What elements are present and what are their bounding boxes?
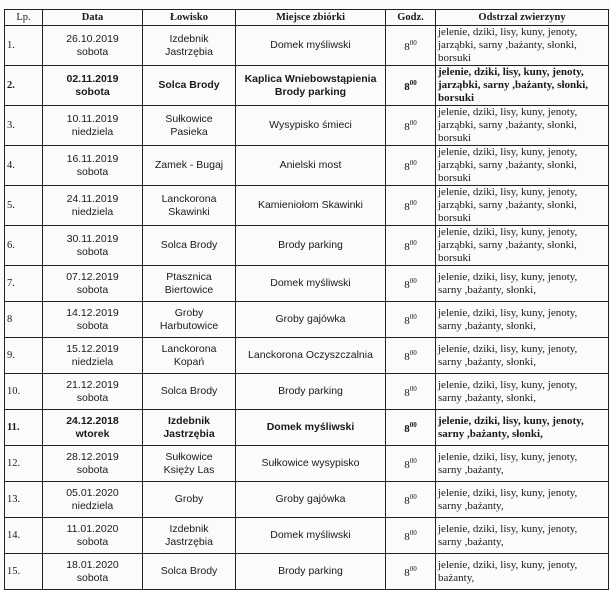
row-date-cell: [43, 518, 143, 554]
row-game-line2: sarny ,bażanty, słonki,: [438, 355, 536, 368]
row-meeting-cell: [236, 554, 386, 590]
row-game-cell: [436, 338, 609, 374]
row-time-hour: 8: [404, 351, 410, 363]
row-area-line2: Pasieka: [170, 125, 208, 138]
row-meeting-cell: [236, 66, 386, 106]
row-date-cell: [43, 186, 143, 226]
row-time-minutes: 00: [409, 199, 417, 207]
row-game-line3: borsuki: [438, 172, 471, 184]
row-game-line1: jelenie, dziki, lisy, kuny, jenoty,: [438, 414, 584, 427]
row-game-line1: jelenie, dziki, lisy, kuny, jenoty,: [438, 558, 578, 571]
row-area-line2: Księży Las: [163, 463, 215, 476]
row-date-cell: [43, 266, 143, 302]
row-time-hour: 8: [404, 161, 410, 173]
row-meeting-cell: [236, 374, 386, 410]
row-time: [386, 26, 436, 66]
row-game-cell: [436, 482, 609, 518]
row-number: 4.: [5, 146, 43, 186]
row-area-cell: [143, 374, 236, 410]
row-game-line2: sarny ,bażanty, słonki,: [438, 283, 536, 296]
row-game-line2: jarząbki, sarny ,bażanty, słonki,: [438, 239, 577, 251]
row-area-cell: [143, 26, 236, 66]
row-time-hour: 8: [404, 81, 410, 93]
row-time-minutes: 00: [409, 349, 417, 357]
header-game: Odstrzał zwierzyny: [436, 10, 609, 26]
row-meeting-line1: Anielski most: [279, 159, 342, 171]
row-meeting-line1: Domek myśliwski: [266, 421, 355, 433]
row-meeting-line1: Lanckorona Oczyszczalnia: [248, 349, 373, 361]
row-meeting-cell: [236, 146, 386, 186]
row-time-hour: 8: [404, 495, 410, 507]
row-number: 14.: [5, 518, 43, 554]
row-date-cell: [43, 146, 143, 186]
row-date: 26.10.2019: [66, 32, 119, 45]
row-date: 07.12.2019: [66, 270, 119, 283]
row-time: [386, 106, 436, 146]
row-date: 24.12.2018: [66, 414, 119, 427]
row-game-cell: [436, 554, 609, 590]
row-time-minutes: 00: [409, 565, 417, 573]
row-game-line1: jelenie, dziki, lisy, kuny, jenoty,: [438, 26, 578, 38]
row-weekday: wtorek: [75, 427, 110, 440]
row-meeting-line1: Brody parking: [278, 385, 343, 397]
row-date-cell: [43, 302, 143, 338]
row-area-cell: [143, 482, 236, 518]
row-weekday: sobota: [76, 165, 109, 178]
row-weekday: sobota: [76, 391, 109, 404]
row-meeting-cell: [236, 106, 386, 146]
row-time: [386, 410, 436, 446]
table-row: [5, 226, 609, 266]
row-area-line1: Groby: [174, 306, 204, 319]
row-date-cell: [43, 482, 143, 518]
row-time-minutes: 00: [409, 159, 417, 167]
row-game-cell: [436, 518, 609, 554]
row-date: 10.11.2019: [66, 112, 119, 125]
row-time-hour: 8: [404, 41, 410, 53]
row-time: [386, 446, 436, 482]
row-date-cell: [43, 226, 143, 266]
row-meeting-cell: [236, 338, 386, 374]
row-game-line1: jelenie, dziki, lisy, kuny, jenoty,: [438, 306, 578, 319]
row-game-cell: [436, 66, 609, 106]
row-game-line1: jelenie, dziki, lisy, kuny, jenoty,: [438, 226, 578, 238]
row-weekday: sobota: [76, 571, 109, 584]
row-time: [386, 186, 436, 226]
header-date: Data: [43, 10, 143, 26]
row-number: 2.: [5, 66, 43, 106]
row-number: 12.: [5, 446, 43, 482]
row-time-minutes: 00: [409, 119, 417, 127]
row-time: [386, 226, 436, 266]
row-time-hour: 8: [404, 387, 410, 399]
row-game-line2: sarny ,bażanty, słonki,: [438, 391, 536, 404]
row-game-line1: jelenie, dziki, lisy, kuny, jenoty,: [438, 342, 578, 355]
row-area-line1: Solca Brody: [158, 79, 220, 91]
row-number: 11.: [5, 410, 43, 446]
row-date: 18.01.2020: [66, 558, 119, 571]
row-date-cell: [43, 410, 143, 446]
row-area-line2: Jastrzębia: [165, 45, 213, 58]
row-time-minutes: 00: [409, 457, 417, 465]
row-area-cell: [143, 226, 236, 266]
row-meeting-line1: Domek myśliwski: [270, 39, 351, 51]
row-area-cell: [143, 186, 236, 226]
row-game-cell: [436, 106, 609, 146]
row-game-line1: jelenie, dziki, lisy, kuny, jenoty,: [438, 270, 578, 283]
row-time-hour: 8: [404, 315, 410, 327]
row-number: 5.: [5, 186, 43, 226]
row-game-line2: jarząbki, sarny ,bażanty, słonki,: [438, 39, 577, 51]
row-date: 14.12.2019: [66, 306, 119, 319]
table-row: [5, 374, 609, 410]
row-time-hour: 8: [404, 531, 410, 543]
row-weekday: sobota: [76, 319, 109, 332]
row-time-minutes: 00: [409, 239, 417, 247]
table-row: [5, 26, 609, 66]
row-number: 8: [5, 302, 43, 338]
table-row: [5, 186, 609, 226]
row-area-line1: Sułkowice: [165, 450, 213, 463]
row-meeting-line1: Brody parking: [278, 565, 343, 577]
row-area-line1: Solca Brody: [160, 239, 218, 251]
row-meeting-line1: Groby gajówka: [275, 313, 346, 325]
row-area-cell: [143, 146, 236, 186]
row-date: 24.11.2019: [66, 192, 119, 205]
row-area-cell: [143, 338, 236, 374]
row-meeting-line1: Domek myśliwski: [270, 529, 351, 541]
table-row: [5, 338, 609, 374]
row-weekday: niedziela: [71, 205, 114, 218]
row-area-cell: [143, 518, 236, 554]
row-game-line1: jelenie, dziki, lisy, kuny, jenoty,: [438, 522, 578, 535]
row-time-hour: 8: [404, 241, 410, 253]
table-row: [5, 518, 609, 554]
row-number: 7.: [5, 266, 43, 302]
table-row: [5, 554, 609, 590]
row-area-line2: Jastrzębia: [163, 427, 215, 440]
row-area-cell: [143, 106, 236, 146]
row-area-line2: Biertowice: [164, 283, 214, 296]
table-row: [5, 446, 609, 482]
row-game-cell: [436, 186, 609, 226]
row-area-cell: [143, 554, 236, 590]
row-date-cell: [43, 66, 143, 106]
row-game-cell: [436, 146, 609, 186]
table-row: [5, 106, 609, 146]
row-weekday: sobota: [76, 45, 109, 58]
row-date: 05.01.2020: [66, 486, 119, 499]
header-area: Łowisko: [143, 10, 236, 26]
row-meeting-cell: [236, 26, 386, 66]
row-game-cell: [436, 26, 609, 66]
row-game-cell: [436, 266, 609, 302]
row-date: 02.11.2019: [66, 72, 119, 85]
row-area-line2: Jastrzębia: [165, 535, 213, 548]
row-time-minutes: 00: [409, 79, 417, 87]
row-time-minutes: 00: [409, 313, 417, 321]
row-game-cell: [436, 226, 609, 266]
row-date: 15.12.2019: [66, 342, 119, 355]
row-game-line2: bażanty,: [438, 571, 475, 584]
header-lp: Lp.: [5, 10, 43, 26]
row-area-line1: Solca Brody: [160, 565, 218, 577]
row-number: 15.: [5, 554, 43, 590]
row-time-hour: 8: [404, 459, 410, 471]
row-meeting-cell: [236, 410, 386, 446]
row-game-line1: jelenie, dziki, lisy, kuny, jenoty,: [438, 66, 584, 78]
row-time: [386, 518, 436, 554]
hunt-schedule-table: [4, 9, 609, 590]
row-game-line2: sarny ,bażanty,: [438, 499, 504, 512]
row-meeting-cell: [236, 302, 386, 338]
row-game-line2: sarny ,bażanty,: [438, 535, 504, 548]
row-meeting-cell: [236, 482, 386, 518]
row-area-cell: [143, 446, 236, 482]
row-game-line2: sarny ,bażanty, słonki,: [438, 319, 536, 332]
row-time: [386, 482, 436, 518]
table-row: [5, 266, 609, 302]
row-time: [386, 266, 436, 302]
row-area-line1: Izdebnik: [169, 522, 209, 535]
row-game-line2: sarny ,bażanty,: [438, 463, 504, 476]
row-game-line3: borsuki: [438, 212, 471, 224]
row-weekday: sobota: [76, 283, 109, 296]
header-time: Godz.: [386, 10, 436, 26]
row-time-minutes: 00: [409, 421, 417, 429]
row-time-minutes: 00: [409, 277, 417, 285]
row-time-hour: 8: [404, 567, 410, 579]
row-number: 1.: [5, 26, 43, 66]
row-game-line1: jelenie, dziki, lisy, kuny, jenoty,: [438, 186, 578, 198]
row-area-line1: Solca Brody: [160, 385, 218, 397]
row-meeting-line2: Brody parking: [274, 85, 347, 98]
row-date: 16.11.2019: [66, 152, 119, 165]
row-meeting-cell: [236, 226, 386, 266]
row-game-line2: jarząbki, sarny ,bażanty, słonki,: [438, 199, 577, 211]
row-meeting-cell: [236, 186, 386, 226]
row-time-hour: 8: [404, 279, 410, 291]
row-date-cell: [43, 26, 143, 66]
row-area-line2: Kopań: [173, 355, 205, 368]
row-game-line3: borsuki: [438, 92, 475, 104]
row-game-line1: jelenie, dziki, lisy, kuny, jenoty,: [438, 378, 578, 391]
row-date-cell: [43, 106, 143, 146]
row-date: 28.12.2019: [66, 450, 119, 463]
row-game-line1: jelenie, dziki, lisy, kuny, jenoty,: [438, 146, 578, 158]
row-number: 3.: [5, 106, 43, 146]
row-game-line1: jelenie, dziki, lisy, kuny, jenoty,: [438, 450, 578, 463]
row-area-line1: Zamek - Bugaj: [154, 159, 224, 171]
table-row: [5, 482, 609, 518]
row-area-cell: [143, 66, 236, 106]
row-meeting-line1: Kamieniołom Skawinki: [257, 199, 364, 211]
row-time-hour: 8: [404, 121, 410, 133]
row-game-cell: [436, 374, 609, 410]
row-time: [386, 146, 436, 186]
row-time-minutes: 00: [409, 385, 417, 393]
row-meeting-cell: [236, 446, 386, 482]
row-area-cell: [143, 266, 236, 302]
row-time: [386, 66, 436, 106]
row-meeting-cell: [236, 266, 386, 302]
row-game-cell: [436, 410, 609, 446]
row-area-line1: Lanckorona: [161, 342, 217, 355]
row-time-minutes: 00: [409, 493, 417, 501]
row-game-line3: borsuki: [438, 52, 471, 64]
row-area-cell: [143, 302, 236, 338]
row-meeting-cell: [236, 518, 386, 554]
row-area-line1: Groby: [174, 493, 204, 505]
row-number: 10.: [5, 374, 43, 410]
row-area-cell: [143, 410, 236, 446]
row-game-line2: jarząbki, sarny ,bażanty, słonki,: [438, 79, 589, 91]
row-date-cell: [43, 374, 143, 410]
row-time: [386, 302, 436, 338]
row-time: [386, 554, 436, 590]
row-meeting-line1: Groby gajówka: [275, 493, 346, 505]
row-meeting-line1: Domek myśliwski: [270, 277, 351, 289]
row-area-line2: Skawinki: [168, 205, 210, 218]
row-time-minutes: 00: [409, 529, 417, 537]
table-row: [5, 410, 609, 446]
row-weekday: sobota: [76, 245, 109, 258]
row-weekday: niedziela: [71, 499, 114, 512]
header-meeting-place: Miejsce zbiórki: [236, 10, 386, 26]
table-header-row: [5, 10, 609, 26]
table-row: [5, 146, 609, 186]
row-time: [386, 338, 436, 374]
row-area-line1: Ptasznica: [166, 270, 212, 283]
table-row: [5, 302, 609, 338]
row-meeting-line1: Kaplica Wniebowstąpienia: [244, 72, 377, 85]
row-meeting-line1: Wysypisko śmieci: [269, 119, 352, 131]
row-game-line1: jelenie, dziki, lisy, kuny, jenoty,: [438, 486, 578, 499]
row-area-line1: Lanckorona: [161, 192, 217, 205]
row-game-line2: jarząbki, sarny ,bażanty, słonki,: [438, 119, 577, 131]
row-date-cell: [43, 446, 143, 482]
row-date-cell: [43, 554, 143, 590]
row-game-line3: borsuki: [438, 252, 471, 264]
row-weekday: sobota: [76, 535, 109, 548]
row-weekday: sobota: [75, 85, 110, 98]
row-game-cell: [436, 302, 609, 338]
row-time-minutes: 00: [409, 39, 417, 47]
row-number: 6.: [5, 226, 43, 266]
row-area-line2: Harbutowice: [159, 319, 219, 332]
row-game-line2: sarny ,bażanty, słonki,: [438, 427, 543, 440]
row-area-line1: Sułkowice: [165, 112, 213, 125]
row-date: 30.11.2019: [66, 232, 119, 245]
row-time-hour: 8: [404, 201, 410, 213]
row-game-line2: jarząbki, sarny ,bażanty, słonki,: [438, 159, 577, 171]
row-number: 13.: [5, 482, 43, 518]
row-weekday: sobota: [76, 463, 109, 476]
row-meeting-line1: Brody parking: [278, 239, 343, 251]
row-time-hour: 8: [404, 423, 410, 435]
row-weekday: niedziela: [71, 125, 114, 138]
row-number: 9.: [5, 338, 43, 374]
row-area-line1: Izdebnik: [169, 32, 209, 45]
row-meeting-line1: Sułkowice wysypisko: [261, 457, 360, 469]
row-time: [386, 374, 436, 410]
row-date: 11.01.2020: [66, 522, 119, 535]
row-game-line1: jelenie, dziki, lisy, kuny, jenoty,: [438, 106, 578, 118]
row-date-cell: [43, 338, 143, 374]
row-weekday: niedziela: [71, 355, 114, 368]
row-area-line1: Izdebnik: [167, 414, 210, 427]
row-date: 21.12.2019: [66, 378, 119, 391]
table-row: [5, 66, 609, 106]
row-game-cell: [436, 446, 609, 482]
row-game-line3: borsuki: [438, 132, 471, 144]
